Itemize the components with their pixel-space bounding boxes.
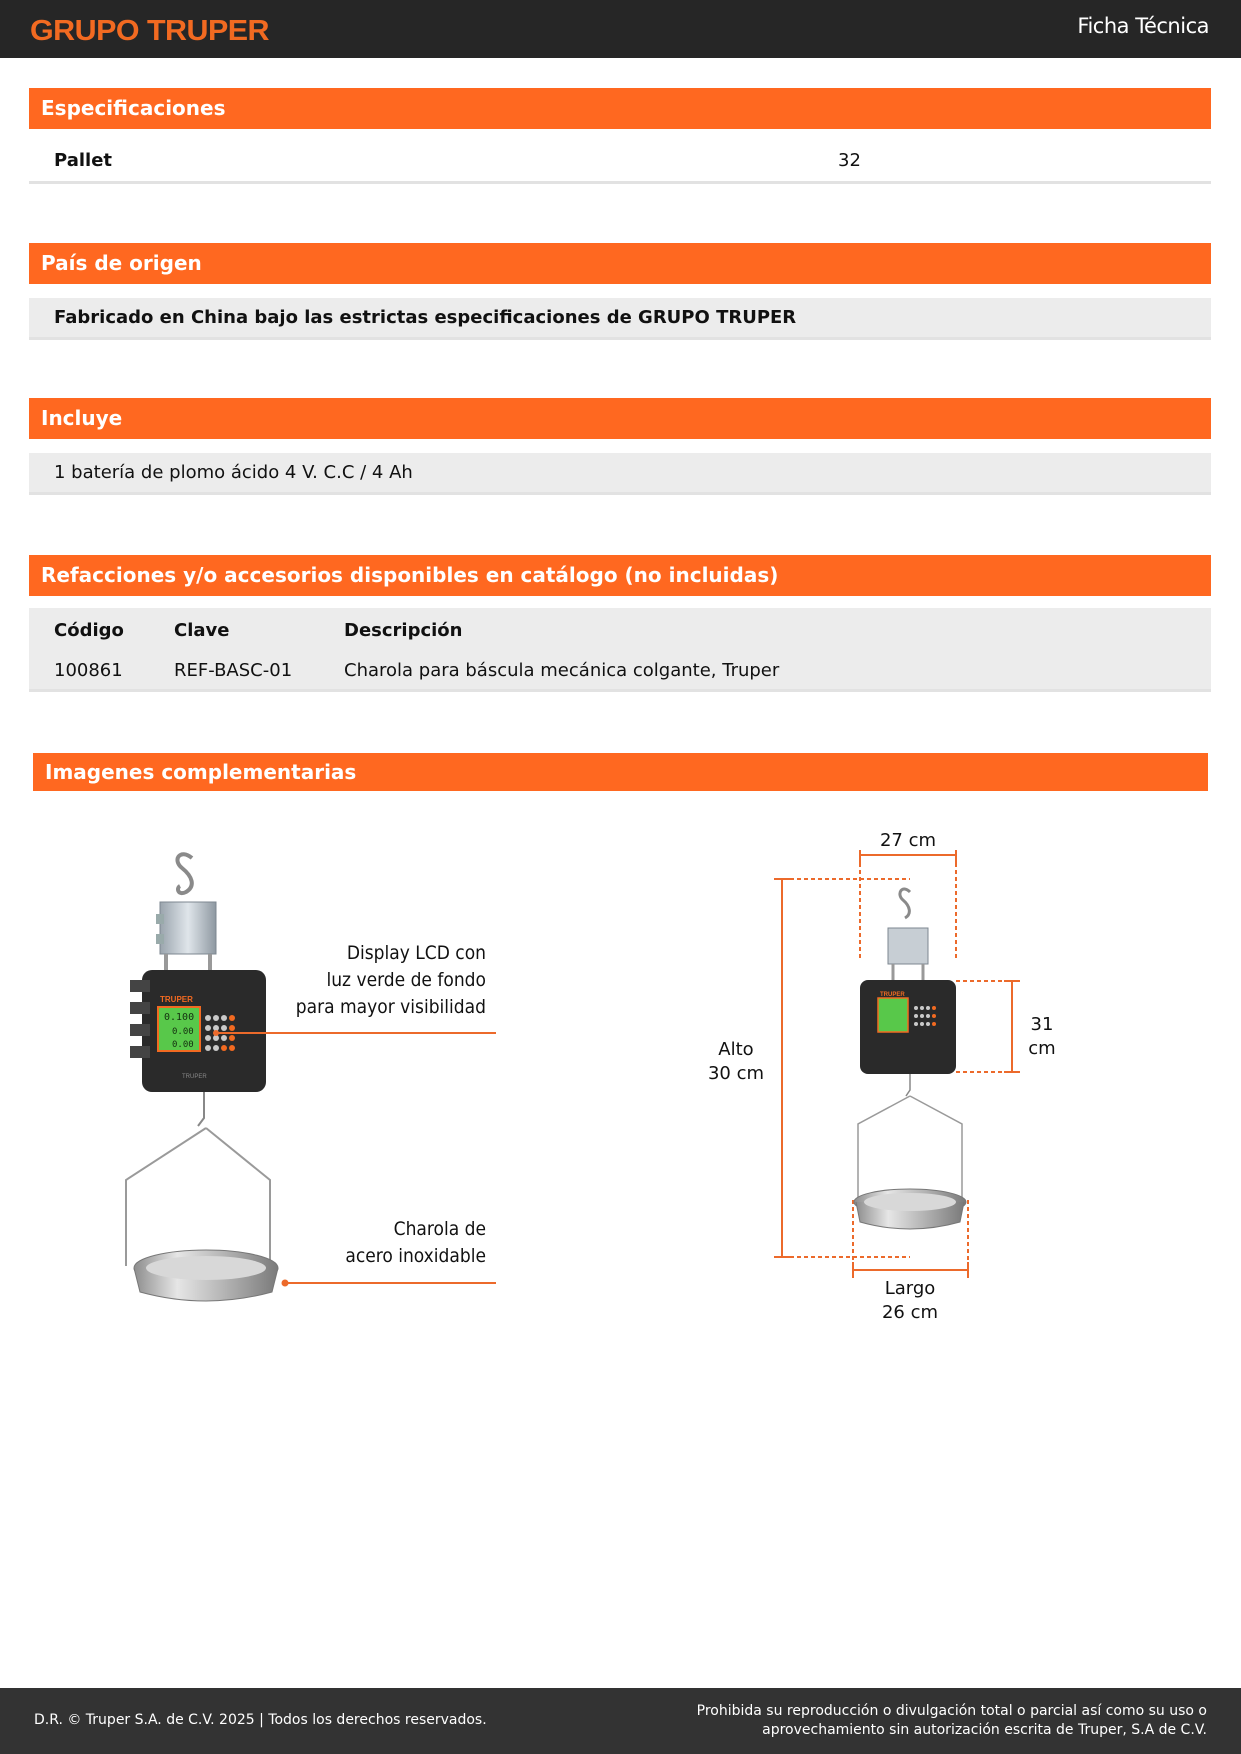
dimension-largo-label [870,1277,950,1325]
svg-text:TRUPER: TRUPER [880,992,905,998]
footer-legal-line: aprovechamiento sin autorización escrita de Truper, S.A de C.V. [762,1722,1207,1738]
section-header-origin: País de origen [29,243,1211,284]
dimension-alto-label [700,1038,772,1086]
svg-text:0.100: 0.100 [164,1012,195,1023]
callout-display-line: Display LCD con [346,942,486,964]
callout-display [270,940,486,1021]
cell-codigo: 100861 [54,659,123,681]
callout-tray-line: acero inoxidable [345,1245,486,1267]
section-header-specifications: Especificaciones [29,88,1211,129]
dimension-device-height-label: 31 cm [1028,1014,1056,1059]
complementary-images [0,800,1241,1360]
svg-text:0.00: 0.00 [172,1040,194,1050]
column-header-codigo: Código [54,619,124,641]
callout-display-line: para mayor visibilidad [295,996,486,1018]
column-header-clave: Clave [174,619,230,641]
callout-tray-line: Charola de [393,1218,486,1240]
alto-label-line: 30 cm [707,1063,765,1084]
svg-text:TRUPER: TRUPER [182,1074,207,1080]
spec-row-pallet [29,140,1211,184]
scale-dimensions-illustration [760,850,1080,1310]
section-header-images: Imagenes complementarias [33,753,1208,791]
largo-label-line: Largo [884,1278,936,1299]
table-row [54,650,1211,690]
section-header-parts: Refacciones y/o accesorios disponibles en catálogo (no incluidas) [29,555,1211,596]
column-header-descripcion: Descripción [344,619,463,641]
footer-copyright: D.R. © Truper S.A. de C.V. 2025 | Todos los derechos reservados. [34,1712,487,1728]
includes-row [29,453,1211,495]
callout-tray [270,1216,486,1270]
alto-label-line: Alto [718,1039,754,1060]
svg-text:TRUPER: TRUPER [160,995,193,1004]
cell-clave: REF-BASC-01 [174,659,293,681]
origin-row [29,298,1211,340]
parts-table [29,608,1211,692]
top-bar [0,0,1241,58]
footer-legal-notice [697,1702,1207,1740]
grupo-truper-logo: GRUPO TRUPER [30,15,270,47]
dimension-width-label: 27 cm [879,830,937,851]
svg-text:0.00: 0.00 [172,1027,194,1037]
cell-descripcion: Charola para báscula mecánica colgante, Truper [344,659,780,681]
footer [0,1688,1241,1754]
includes-item: 1 batería de plomo ácido 4 V. C.C / 4 Ah [54,462,413,483]
footer-legal-line: Prohibida su reproducción o divulgación total o parcial así como su uso o [696,1703,1207,1719]
document-title: Ficha Técnica [1077,14,1209,38]
callout-display-line: luz verde de fondo [326,969,486,991]
spec-value: 32 [838,150,861,171]
largo-label-line: 26 cm [881,1302,939,1323]
origin-text: Fabricado en China bajo las estrictas especificaciones de GRUPO TRUPER [54,307,797,328]
spec-label: Pallet [54,150,113,171]
parts-table-header [54,610,1211,650]
section-header-includes: Incluye [29,398,1211,439]
